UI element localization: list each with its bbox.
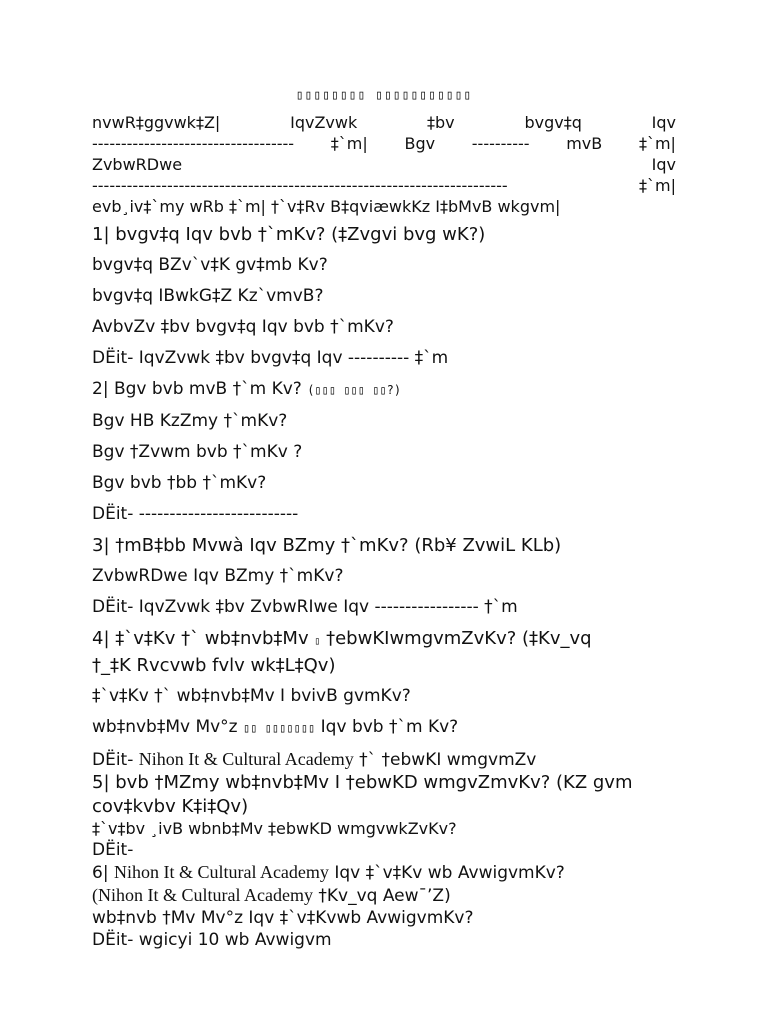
academy-name: Nihon It & Cultural Academy (113, 862, 329, 882)
question-5: 5| bvb †MZmy wb‡nvb‡Mv I †ebwKD wmgvZmvKv? (KZ gvm (92, 772, 633, 793)
question-3: 3| †mB‡bb Mvwà Iqv BZmy †`mKv? (Rb¥ ZvwiL KLb) (92, 535, 562, 556)
answer-1: DËit- IqvZvwk ‡bv bvgv‡q Iqv ---------- ‡`m (92, 348, 449, 368)
intro-line-4 (92, 175, 676, 196)
question-4c (92, 716, 676, 739)
bangla-glyph: ▯▯ ▯▯▯▯▯▯▯ (243, 721, 316, 735)
question-text: 6| (92, 863, 109, 883)
intro-word: ‡`m| (639, 176, 676, 195)
intro-word: bvgv‡q (524, 113, 582, 132)
question-1: 1| bvgv‡q Iqv bvb †`mKv? (‡Zvgvi bvg wK?) (92, 224, 486, 245)
intro-word: nvwR‡ggvwk‡Z| (92, 113, 221, 132)
question-2 (92, 378, 676, 401)
blank-line: ------------------------------------------------------------------------ (92, 176, 508, 195)
question-text: Iqv ‡`v‡Kv wb AvwigvmKv? (334, 863, 565, 883)
intro-line-2 (92, 133, 676, 154)
question-3b: ZvbwRDwe Iqv BZmy †`mKv? (92, 566, 344, 586)
question-text: 2| Bgv bvb mvB †`m Kv? (92, 379, 302, 399)
intro-text: evb¸iv‡`my wRb ‡`m| †`v‡Rv B‡qviæwkKz I‡bMvB wkgvm| (92, 197, 561, 216)
intro-word: ZvbwRDwe (92, 155, 183, 174)
answer-2: DËit- -------------------------- (92, 504, 299, 524)
paren: ( (92, 885, 98, 905)
document-title: ▯▯▯▯▯▯▯▯ ▯▯▯▯▯▯▯▯▯▯▯ (295, 88, 473, 103)
blank-line: ---------- (471, 134, 530, 153)
intro-line-5 (92, 196, 676, 217)
intro-line-3 (92, 154, 676, 175)
intro-line-1 (92, 112, 676, 133)
question-1b: bvgv‡q BZv`v‡K gv‡mb Kv? (92, 255, 328, 275)
question-6 (92, 861, 676, 884)
question-text: 4| ‡`v‡Kv †` wb‡nvb‡Mv (92, 628, 309, 649)
answer-3: DËit- IqvZvwk ‡bv ZvbwRIwe Iqv ----------------- †`m (92, 597, 518, 617)
intro-word: IqvZvwk (290, 113, 358, 132)
intro-word: Iqv (651, 155, 676, 174)
question-text: †Kv_vq Aew¯’Z) (318, 886, 451, 906)
question-text: Iqv bvb †`m Kv? (320, 717, 459, 737)
document-body (92, 112, 676, 951)
question-5b: ‡`v‡bv ¸ivB wbnb‡Mv ‡ebwKD wmgvwkZvKv? (92, 819, 457, 838)
question-4-cont: †_‡K Rvcvwb fvlv wk‡L‡Qv) (92, 655, 336, 676)
bangla-translation: (▯▯▯ ▯▯▯ ▯▯?) (307, 383, 402, 397)
question-1d: AvbvZv ‡bv bvgv‡q Iqv bvb †`mKv? (92, 317, 394, 337)
question-1c: bvgv‡q IBwkG‡Z Kz`vmvB? (92, 286, 324, 306)
intro-word: Iqv (651, 113, 676, 132)
question-2b: Bgv HB KzZmy †`mKv? (92, 411, 288, 431)
answer-label: DËit- (92, 750, 134, 770)
academy-name: Nihon It & Cultural Academy (98, 885, 313, 905)
question-6b (92, 884, 676, 907)
intro-word: ‡`m| (638, 134, 676, 153)
question-2c: Bgv †Zvwm bvb †`mKv ? (92, 442, 303, 462)
intro-word: mvB (566, 134, 603, 153)
answer-4 (92, 748, 676, 771)
answer-6: DËit- wgicyi 10 wb Avwigvm (92, 930, 332, 950)
academy-name: Nihon It & Cultural Academy (138, 749, 354, 769)
intro-word: ‡`m| (330, 134, 368, 153)
question-6c: wb‡nvb †Mv Mv°z Iqv ‡`v‡Kvwb AvwigvmKv? (92, 908, 474, 928)
question-4b: ‡`v‡Kv †` wb‡nvb‡Mv I bvivB gvmKv? (92, 686, 411, 706)
blank-line: ----------------------------------- (92, 134, 295, 153)
answer-text: †` †ebwKI wmgvmZv (359, 750, 537, 770)
answer-5: DËit- (92, 840, 134, 860)
question-4 (92, 627, 676, 654)
question-2d: Bgv bvb †bb †`mKv? (92, 473, 267, 493)
question-text: †ebwKIwmgvmZvKv? (‡Kv_vq (326, 628, 592, 649)
intro-word: ‡bv (427, 113, 455, 132)
question-text: wb‡nvb‡Mv Mv°z (92, 717, 238, 737)
intro-word: Bgv (404, 134, 436, 153)
bangla-glyph: ▯ (314, 636, 321, 647)
question-5-cont: cov‡kvbv K‡i‡Qv) (92, 796, 249, 817)
